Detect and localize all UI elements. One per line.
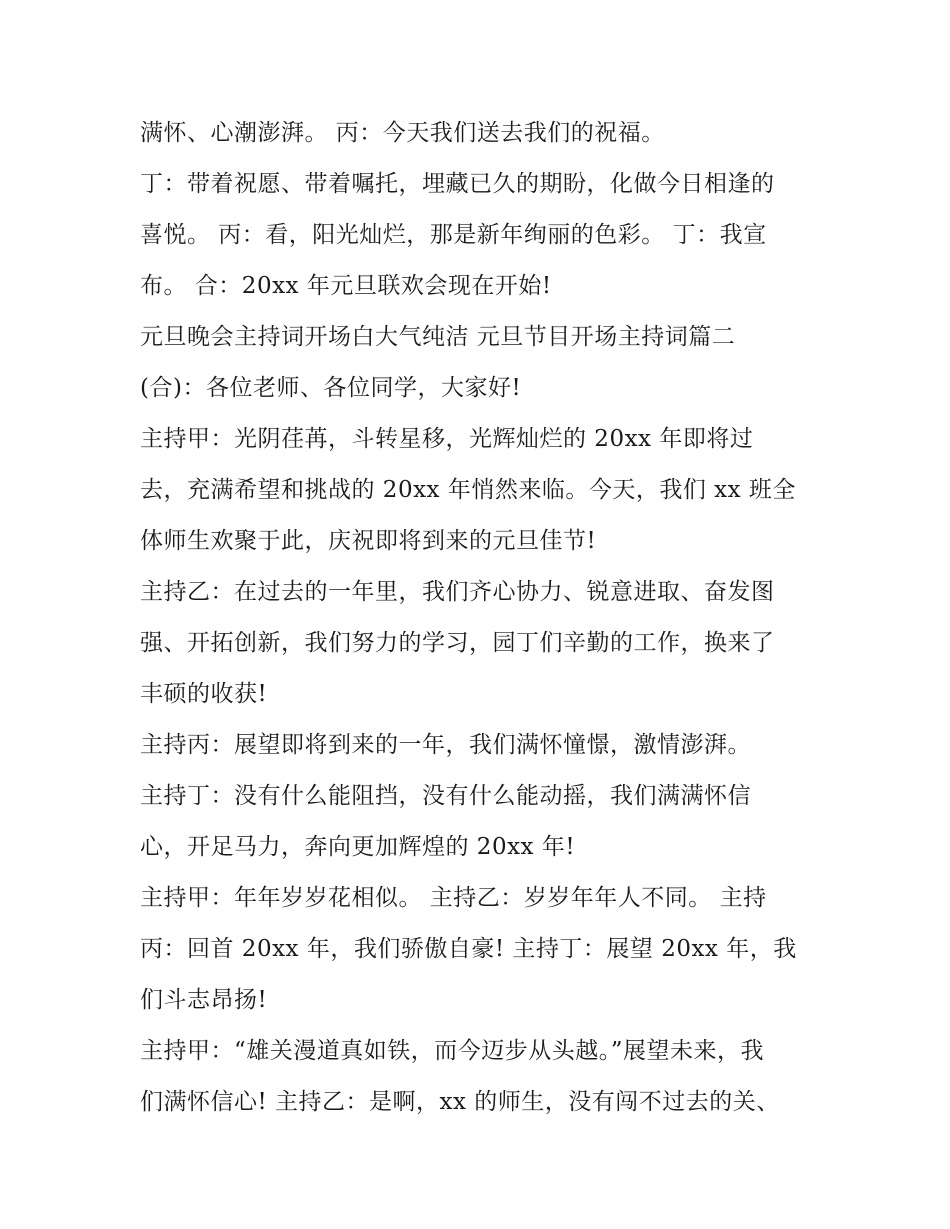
text-line: 们满怀信心! 主持乙：是啊，xx 的师生，没有闯不过去的关、 [140, 1089, 780, 1115]
text-line: 主持甲：光阴荏苒，斗转星移，光辉灿烂的 20xx 年即将过 [140, 426, 754, 452]
text-line: 主持丁：没有什么能阻挡，没有什么能动摇，我们满满怀信 [140, 783, 751, 809]
text-line: 丁：带着祝愿、带着嘱托，埋藏已久的期盼，化做今日相逢的 [140, 171, 775, 197]
text-line: 丙：回首 20xx 年，我们骄傲自豪! 主持丁：展望 20xx 年，我 [140, 936, 797, 962]
text-line: 心，开足马力，奔向更加辉煌的 20xx 年! [140, 834, 576, 860]
text-line: 强、开拓创新，我们努力的学习，园丁们辛勤的工作，换来了 [140, 630, 775, 656]
text-line: 满怀、心潮澎湃。 丙：今天我们送去我们的祝福。 [140, 120, 665, 146]
section-heading: 元旦晚会主持词开场白大气纯洁 元旦节目开场主持词篇二 [140, 324, 736, 350]
text-line: 们斗志昂扬! [140, 987, 268, 1013]
text-line: 主持乙：在过去的一年里，我们齐心协力、锐意进取、奋发图 [140, 579, 775, 605]
text-line: 丰硕的收获! [140, 681, 268, 707]
text-line: 体师生欢聚于此，庆祝即将到来的元旦佳节! [140, 528, 597, 554]
document-body [140, 108, 830, 1128]
text-line: (合)：各位老师、各位同学，大家好! [140, 375, 522, 401]
text-line: 喜悦。 丙：看，阳光灿烂，那是新年绚丽的色彩。 丁：我宣 [140, 222, 767, 248]
text-line: 布。 合：20xx 年元旦联欢会现在开始! [140, 273, 552, 299]
text-line: 主持丙：展望即将到来的一年，我们满怀憧憬，激情澎湃。 [140, 732, 751, 758]
text-line: 去，充满希望和挑战的 20xx 年悄然来临。今天，我们 xx 班全 [140, 477, 796, 503]
text-line: 主持甲：“雄关漫道真如铁，而今迈步从头越。”展望未来，我 [140, 1038, 765, 1064]
text-line: 主持甲：年年岁岁花相似。 主持乙：岁岁年年人不同。 主持 [140, 885, 767, 911]
